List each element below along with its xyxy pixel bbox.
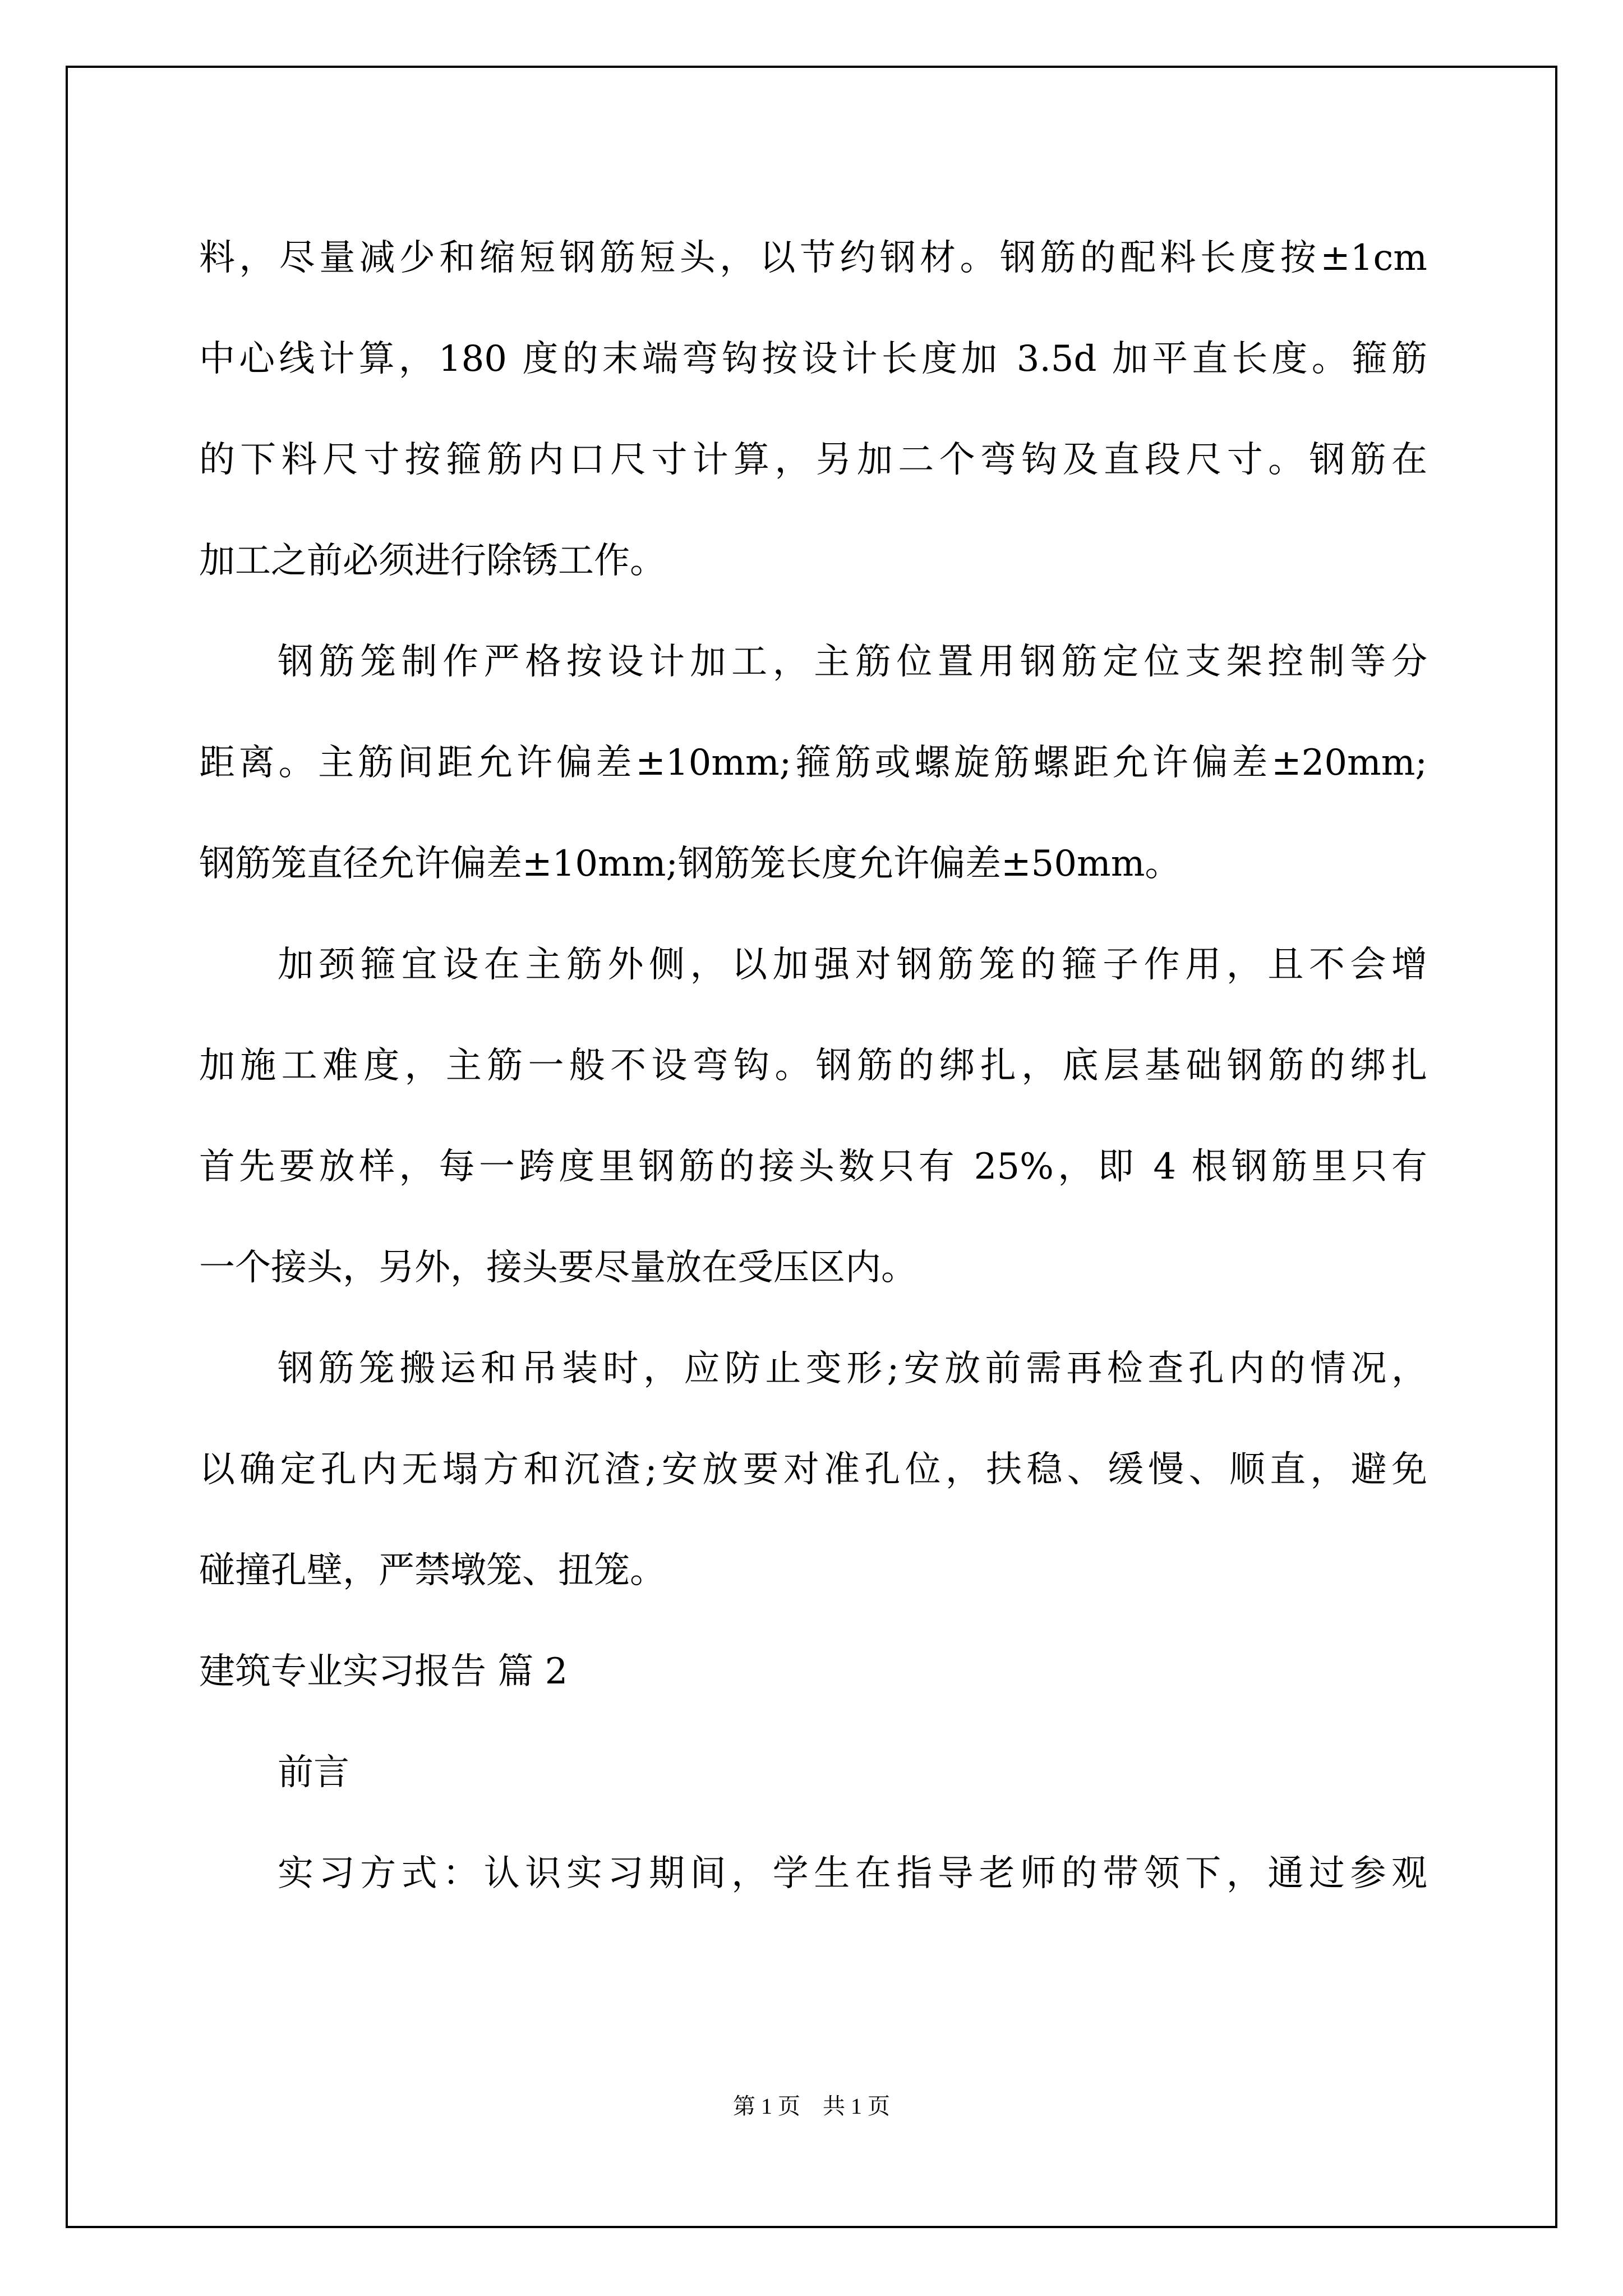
paragraph-first-line: 钢筋笼搬运和吊装时，应防止变形;安放前需再检查孔内的情况，: [278, 1348, 1427, 1389]
text-line: 距离。主筋间距允许偏差±10mm;箍筋或螺旋筋螺距允许偏差±20mm;: [199, 742, 1427, 784]
paragraph-first-line: 实习方式：认识实习期间，学生在指导老师的带领下，通过参观: [278, 1853, 1427, 1894]
text-line: 的下料尺寸按箍筋内口尺寸计算，另加二个弯钩及直段尺寸。钢筋在: [199, 439, 1427, 481]
text-line: 加施工难度，主筋一般不设弯钩。钢筋的绑扎，底层基础钢筋的绑扎: [199, 1045, 1427, 1087]
text-line: 钢筋笼直径允许偏差±10mm;钢筋笼长度允许偏差±50mm。: [199, 843, 1181, 885]
text-line: 首先要放样，每一跨度里钢筋的接头数只有 25%，即 4 根钢筋里只有: [199, 1146, 1427, 1188]
section-heading: 建筑专业实习报告 篇 2: [199, 1651, 568, 1692]
subsection-heading: 前言: [278, 1752, 349, 1793]
text-line: 碰撞孔壁，严禁墩笼、扭笼。: [199, 1550, 666, 1591]
text-line: 一个接头，另外，接头要尽量放在受压区内。: [199, 1247, 917, 1289]
text-line: 加工之前必须进行除锈工作。: [199, 540, 666, 582]
paragraph-first-line: 钢筋笼制作严格按设计加工，主筋位置用钢筋定位支架控制等分: [278, 641, 1427, 683]
page-footer: 第 1 页 共 1 页: [733, 2093, 890, 2119]
text-line: 以确定孔内无塌方和沉渣;安放要对准孔位，扶稳、缓慢、顺直，避免: [199, 1449, 1427, 1490]
text-line: 料，尽量减少和缩短钢筋短头，以节约钢材。钢筋的配料长度按±1cm: [199, 237, 1427, 279]
text-line: 中心线计算，180 度的末端弯钩按设计长度加 3.5d 加平直长度。箍筋: [199, 338, 1427, 380]
paragraph-first-line: 加颈箍宜设在主筋外侧，以加强对钢筋笼的箍子作用，且不会增: [278, 944, 1427, 986]
document-body: [199, 208, 1427, 1924]
